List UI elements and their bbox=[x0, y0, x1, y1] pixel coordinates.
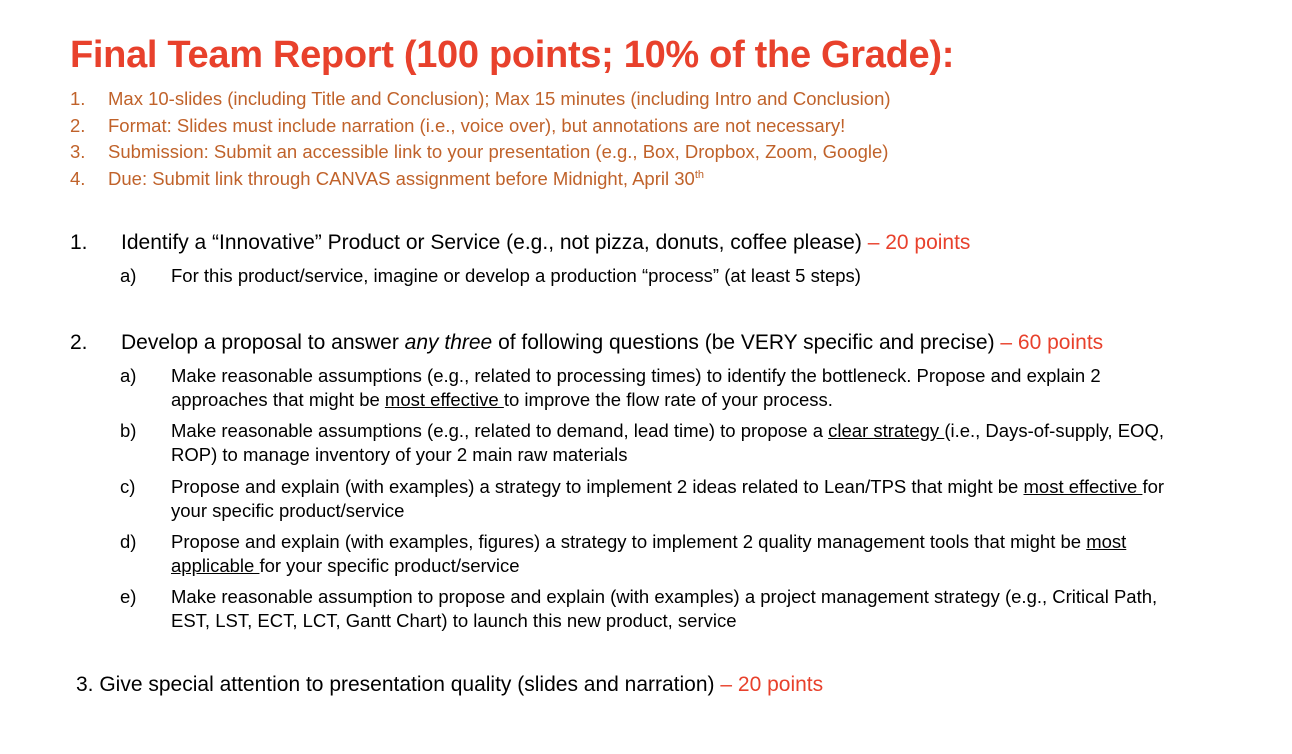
item-letter: d) bbox=[120, 531, 137, 552]
section-points: – 60 points bbox=[1000, 331, 1104, 354]
rule-number: 4. bbox=[70, 167, 86, 189]
item-line-1 bbox=[171, 419, 1164, 443]
item-line-1-pre: Propose and explain (with examples) a strategy to implement 2 ideas related to Lean/TPS that might be bbox=[171, 476, 1024, 497]
rule-text-main: Due: Submit link through CANVAS assignment before Midnight, April 30 bbox=[108, 167, 695, 189]
item-text: For this product/service, imagine or develop a production “process” (at least 5 steps) bbox=[171, 265, 861, 286]
section-1-text bbox=[121, 230, 970, 256]
section-2-text bbox=[121, 330, 1103, 356]
item-line-2 bbox=[171, 554, 520, 578]
item-line-1: Make reasonable assumptions (e.g., related to processing times) to identify the bottleneck. Propose and explain 2 bbox=[171, 365, 1101, 386]
item-letter: a) bbox=[120, 265, 137, 286]
section-number: 2. bbox=[70, 331, 88, 354]
item-line-2: EST, LST, ECT, LCT, Gantt Chart) to launch this new product, service bbox=[171, 610, 737, 631]
item-line-2-post: for your specific product/service bbox=[259, 555, 520, 576]
item-line-2-underline: applicable bbox=[171, 555, 260, 576]
item-line-2: your specific product/service bbox=[171, 500, 405, 521]
section-text-pre: Develop a proposal to answer bbox=[121, 331, 405, 354]
item-letter: b) bbox=[120, 420, 137, 441]
item-line-2-pre: approaches that might be bbox=[171, 389, 385, 410]
rule-superscript: th bbox=[694, 168, 705, 181]
item-line-1-underline: clear strategy bbox=[828, 420, 945, 441]
rule-number: 2. bbox=[70, 114, 86, 136]
item-line-2 bbox=[171, 388, 833, 412]
item-line-1-pre: Make reasonable assumptions (e.g., related to demand, lead time) to propose a bbox=[171, 420, 829, 441]
item-line-1-underline: most effective bbox=[1023, 476, 1143, 497]
rule-number: 1. bbox=[70, 88, 86, 109]
item-line-2: ROP) to manage inventory of your 2 main raw materials bbox=[171, 444, 628, 465]
item-line-1-post: for bbox=[1142, 476, 1165, 497]
section-text-emphasis: any three bbox=[404, 331, 493, 354]
rule-text: Format: Slides must include narration (i.e., voice over), but annotations are not necessary! bbox=[108, 114, 846, 136]
section-text-post: of following questions (be VERY specific and precise) bbox=[492, 331, 1001, 354]
item-line-1-pre: Propose and explain (with examples, figures) a strategy to implement 2 quality management tools that might be bbox=[171, 531, 1087, 552]
item-line-1: Make reasonable assumption to propose and explain (with examples) a project management strategy (e.g., Critical Path, bbox=[171, 586, 1158, 607]
section-number: 1. bbox=[70, 231, 88, 254]
item-line-1-underline: most bbox=[1086, 531, 1127, 552]
item-line-2-post: to improve the flow rate of your process. bbox=[503, 389, 833, 410]
section-points: – 20 points bbox=[867, 231, 971, 254]
item-letter: e) bbox=[120, 586, 137, 607]
section-text: Identify a “Innovative” Product or Service (e.g., not pizza, donuts, coffee please) bbox=[121, 231, 868, 254]
rule-text bbox=[108, 166, 704, 193]
rule-text: Submission: Submit an accessible link to your presentation (e.g., Box, Dropbox, Zoom, Google) bbox=[108, 141, 889, 162]
slide-title: Final Team Report (100 points; 10% of the Grade): bbox=[70, 34, 955, 76]
item-line-1 bbox=[171, 475, 1164, 499]
rule-text: Max 10-slides (including Title and Conclusion); Max 15 minutes (including Intro and Conclusion) bbox=[108, 88, 891, 109]
rule-number: 3. bbox=[70, 141, 86, 162]
item-letter: a) bbox=[120, 365, 137, 386]
item-line-2-underline: most effective bbox=[384, 389, 504, 410]
item-line-1-post: (i.e., Days-of-supply, EOQ, bbox=[944, 420, 1164, 441]
item-letter: c) bbox=[120, 476, 136, 497]
item-line-1 bbox=[171, 530, 1126, 554]
section-text: 3. Give special attention to presentation quality (slides and narration) bbox=[76, 673, 721, 696]
section-3-heading bbox=[76, 672, 823, 698]
section-points: – 20 points bbox=[720, 673, 824, 696]
